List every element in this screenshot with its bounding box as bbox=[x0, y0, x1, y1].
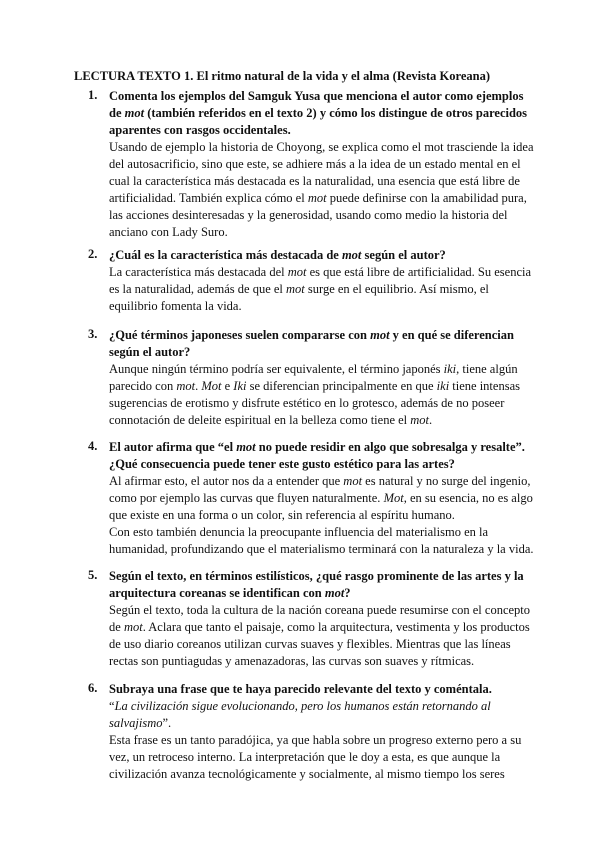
question-text: Comenta los ejemplos del Samguk Yusa que menciona el autor como ejemplos de mot (también referidos en el texto 2) y cómo los distingue de otros parecidos aparentes con rasgos occidentales. bbox=[109, 89, 528, 137]
answer-paragraph: “La civilización sigue evolucionando, pero los humanos están retornando al salvajismo”. bbox=[109, 699, 491, 730]
question-number: 4. bbox=[88, 439, 98, 453]
answer-text bbox=[109, 361, 538, 429]
answer-paragraph: Usando de ejemplo la historia de Choyong, se explica como el mot trasciende la idea del autosacrificio, sino que este, se adhiere más a la idea de un estado mental en el cual la característica más destacada es la naturalidad, una esencia que está libre de artificialidad. También explica cómo el mot puede definirse con la amabilidad pura, las acciones desinteresadas y la generosidad, usando como medio la historia del anciano con Lady Suro. bbox=[109, 140, 534, 239]
question-text: ¿Cuál es la característica más destacada de mot según el autor? bbox=[109, 248, 446, 262]
question-block bbox=[88, 88, 538, 241]
question-text: Subraya una frase que te haya parecido relevante del texto y coméntala. bbox=[109, 682, 492, 696]
answer-paragraph: Esta frase es un tanto paradójica, ya que habla sobre un progreso externo pero a su vez, un retroceso interno. La interpretación que le doy a esta, es que aunque la civilización avanza tecnológicamente y socialmente, al mismo tiempo los seres bbox=[109, 733, 522, 781]
question-text: Según el texto, en términos estilísticos, ¿qué rasgo prominente de las artes y la arquitectura coreanas se identifican con mot? bbox=[109, 569, 524, 600]
question-block bbox=[88, 681, 538, 783]
answer-paragraph: La característica más destacada del mot es que está libre de artificialidad. Su esencia es la naturalidad, además de que el mot surge en el equilibrio. Así mismo, el equilibrio fomenta la vida. bbox=[109, 265, 532, 313]
question-number: 1. bbox=[88, 88, 98, 102]
answer-paragraph: Según el texto, toda la cultura de la nación coreana puede resumirse con el concepto de mot. Aclara que tanto el paisaje, como la arquitectura, vestimenta y los productos de uso diario coreanos utilizan curvas suaves y flexibles. Mientras que las líneas rectas son puntiagudas y amenazadoras, las curvas son suaves y rítmicas. bbox=[109, 603, 531, 668]
answer-text bbox=[109, 698, 538, 783]
answer-paragraph: Con esto también denuncia la preocupante influencia del materialismo en la humanidad, profundizando que el materialismo terminará con la naturaleza y la vida. bbox=[109, 525, 534, 556]
answer-paragraph: Al afirmar esto, el autor nos da a entender que mot es natural y no surge del ingenio, como por ejemplo las curvas que fluyen naturalmente. Mot, en su esencia, no es algo que existe en una forma o un color, sin referencia al espíritu humano. bbox=[109, 474, 533, 522]
question-block bbox=[88, 439, 538, 558]
question-block bbox=[88, 327, 538, 429]
question-number: 3. bbox=[88, 327, 98, 341]
answer-text bbox=[109, 264, 538, 315]
question-text: El autor afirma que “el mot no puede residir en algo que sobresalga y resalte”. ¿Qué consecuencia puede tener este gusto estético para las artes? bbox=[109, 440, 525, 471]
answer-text bbox=[109, 139, 538, 241]
answer-paragraph: Aunque ningún término podría ser equivalente, el término japonés iki, tiene algún parecido con mot. Mot e Iki se diferencian principalmente en que iki tiene intensas sugerencias de erotismo y disfrute estético en lo grotesco, además de no poseer connotación de deleite espiritual en la belleza como tiene el mot. bbox=[109, 362, 520, 427]
question-block bbox=[88, 568, 538, 670]
answer-text bbox=[109, 602, 538, 670]
question-number: 6. bbox=[88, 681, 98, 695]
document-title: LECTURA TEXTO 1. El ritmo natural de la vida y el alma (Revista Koreana) bbox=[74, 69, 490, 83]
question-text: ¿Qué términos japoneses suelen compararse con mot y en qué se diferencian según el autor? bbox=[109, 328, 514, 359]
question-number: 2. bbox=[88, 247, 98, 261]
answer-text bbox=[109, 473, 538, 558]
question-block bbox=[88, 247, 538, 315]
question-number: 5. bbox=[88, 568, 98, 582]
